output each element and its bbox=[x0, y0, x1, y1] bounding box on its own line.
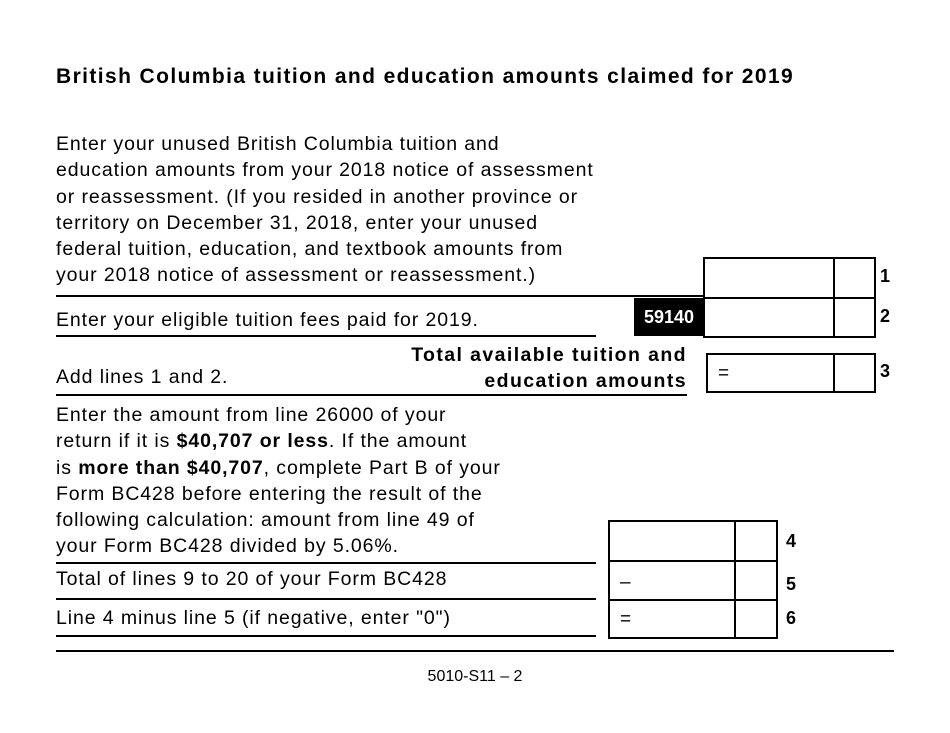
line1-cents-divider bbox=[833, 259, 835, 297]
line2-rule bbox=[56, 335, 596, 337]
line5-amount-field[interactable] bbox=[608, 560, 778, 601]
line5-description: Total of lines 9 to 20 of your Form BC428 bbox=[56, 568, 448, 590]
line1-rule bbox=[56, 295, 706, 297]
line3-amount-field[interactable] bbox=[706, 353, 876, 393]
line6-description: Line 4 minus line 5 (if negative, enter "0") bbox=[56, 607, 451, 629]
line2-amount-field[interactable] bbox=[703, 297, 876, 338]
line6-cents-divider bbox=[734, 601, 736, 637]
line1-amount-field[interactable] bbox=[703, 257, 876, 299]
line2-code: 59140 bbox=[634, 298, 704, 336]
line6-number: 6 bbox=[786, 608, 797, 628]
form-page-id: 5010-S11 – 2 bbox=[427, 668, 523, 685]
line5-number: 5 bbox=[786, 574, 797, 594]
line1-number: 1 bbox=[880, 266, 891, 286]
line2-cents-divider bbox=[833, 299, 835, 336]
line4-number: 4 bbox=[786, 531, 797, 551]
line3-number: 3 bbox=[880, 361, 891, 381]
line4-rule bbox=[56, 562, 596, 564]
line3-equals-sign: = bbox=[718, 363, 730, 384]
line5-minus-sign: – bbox=[620, 572, 631, 593]
line6-amount-field[interactable] bbox=[608, 599, 778, 639]
line1-description: Enter your unused British Columbia tuition and education amounts from your 2018 notice of assessment or reassessment. (If you resided in another province or territory on December 31, 2018, enter your unused federal tuition, education, and textbook amounts from your 2018 notice of assessment or reassessment.) bbox=[56, 133, 594, 287]
line3-cents-divider bbox=[833, 355, 835, 391]
line4-description: Enter the amount from line 26000 of your return if it is $40,707 or less. If the amount is more than $40,707, complete Part B of your Form BC428 before entering the result of the following calculation: amount from line 49 of your Form BC428 divided by 5.06%. bbox=[56, 404, 501, 558]
line5-cents-divider bbox=[734, 562, 736, 599]
line6-rule bbox=[56, 635, 596, 637]
line4-amount-field[interactable] bbox=[608, 520, 778, 562]
line3-description: Add lines 1 and 2. bbox=[56, 366, 229, 388]
line3-rule bbox=[56, 394, 687, 396]
line6-equals-sign: = bbox=[620, 609, 632, 630]
line3-total-label: Total available tuition and education amounts bbox=[411, 344, 687, 392]
line4-cents-divider bbox=[734, 522, 736, 560]
line5-rule bbox=[56, 598, 596, 600]
line2-number: 2 bbox=[880, 306, 891, 326]
section-title: British Columbia tuition and education amounts claimed for 2019 bbox=[56, 65, 795, 88]
page-bottom-rule bbox=[56, 650, 894, 652]
line2-description: Enter your eligible tuition fees paid for 2019. bbox=[56, 309, 479, 331]
